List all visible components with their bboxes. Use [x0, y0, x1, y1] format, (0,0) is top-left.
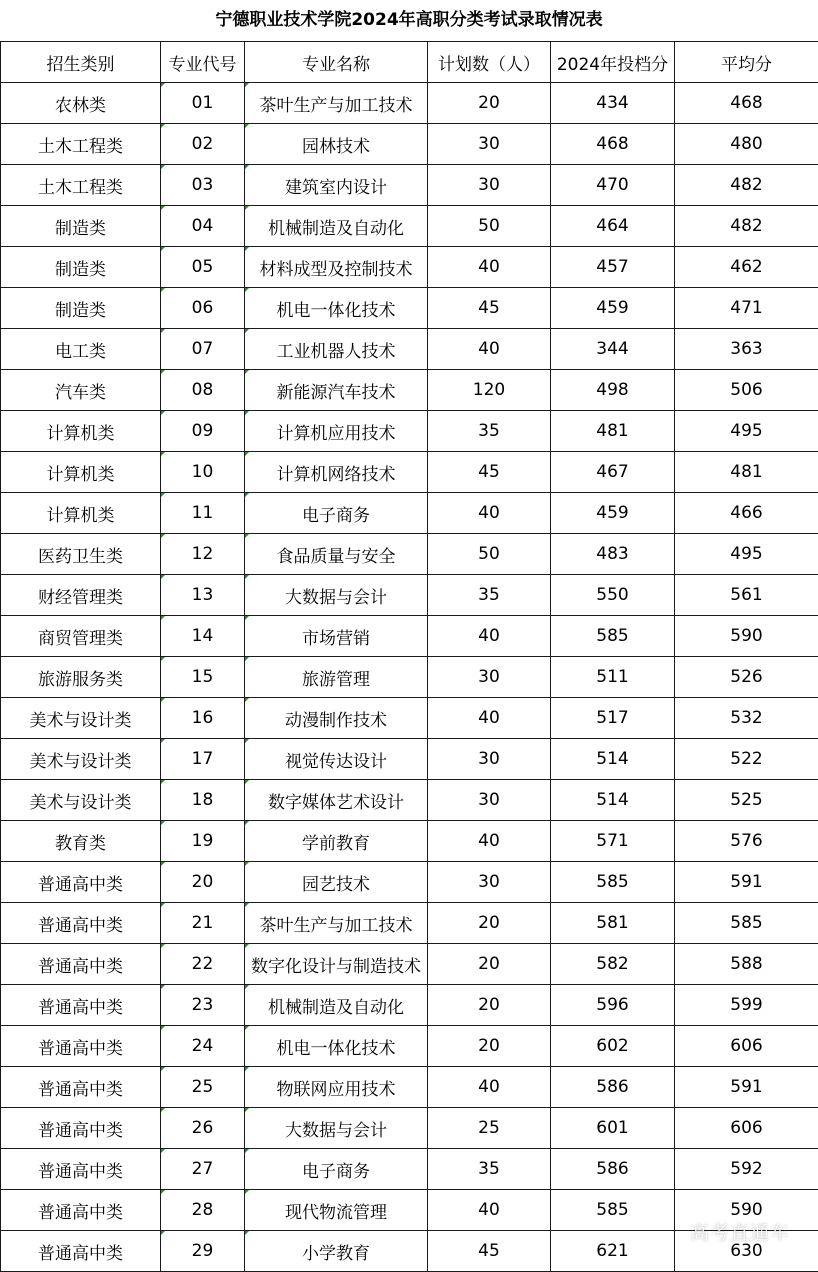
- table-row: [1, 821, 818, 862]
- cell-plan-count: 20: [428, 985, 551, 1026]
- cell-major-code: 14: [161, 616, 245, 657]
- cell-major-code: 08: [161, 370, 245, 411]
- cell-admission-score: 581: [551, 903, 675, 944]
- cell-plan-count: 45: [428, 288, 551, 329]
- cell-major-code: 27: [161, 1149, 245, 1190]
- cell-major-name: 机械制造及自动化: [245, 985, 428, 1026]
- cell-plan-count: 40: [428, 616, 551, 657]
- cell-average-score: 506: [675, 370, 818, 411]
- cell-category: 农林类: [1, 83, 161, 124]
- cell-average-score: 495: [675, 534, 818, 575]
- cell-plan-count: 40: [428, 1067, 551, 1108]
- cell-major-name: 旅游管理: [245, 657, 428, 698]
- cell-average-score: 468: [675, 83, 818, 124]
- table-row: [1, 452, 818, 493]
- cell-category: 教育类: [1, 821, 161, 862]
- table-row: [1, 575, 818, 616]
- cell-major-name: 材料成型及控制技术: [245, 247, 428, 288]
- cell-major-name: 现代物流管理: [245, 1190, 428, 1231]
- cell-admission-score: 470: [551, 165, 675, 206]
- cell-major-name: 建筑室内设计: [245, 165, 428, 206]
- cell-major-name: 茶叶生产与加工技术: [245, 903, 428, 944]
- cell-major-code: 02: [161, 124, 245, 165]
- header-plan-count: 计划数（人）: [428, 42, 551, 83]
- cell-category: 美术与设计类: [1, 780, 161, 821]
- cell-plan-count: 35: [428, 411, 551, 452]
- cell-admission-score: 514: [551, 739, 675, 780]
- cell-major-name: 物联网应用技术: [245, 1067, 428, 1108]
- cell-plan-count: 35: [428, 1149, 551, 1190]
- cell-category: 制造类: [1, 288, 161, 329]
- cell-major-code: 16: [161, 698, 245, 739]
- cell-category: 制造类: [1, 247, 161, 288]
- cell-admission-score: 483: [551, 534, 675, 575]
- page-title: 宁德职业技术学院2024年高职分类考试录取情况表: [215, 10, 603, 30]
- cell-average-score: 630: [675, 1231, 818, 1272]
- cell-category: 普通高中类: [1, 1067, 161, 1108]
- cell-plan-count: 30: [428, 862, 551, 903]
- cell-average-score: 606: [675, 1026, 818, 1067]
- table-row: [1, 739, 818, 780]
- table-row: [1, 165, 818, 206]
- cell-admission-score: 459: [551, 493, 675, 534]
- cell-average-score: 526: [675, 657, 818, 698]
- cell-admission-score: 621: [551, 1231, 675, 1272]
- cell-major-code: 03: [161, 165, 245, 206]
- cell-admission-score: 459: [551, 288, 675, 329]
- cell-category: 汽车类: [1, 370, 161, 411]
- cell-category: 普通高中类: [1, 1108, 161, 1149]
- table-row: [1, 780, 818, 821]
- header-admission-score: 2024年投档分: [551, 42, 675, 83]
- cell-admission-score: 457: [551, 247, 675, 288]
- cell-category: 美术与设计类: [1, 739, 161, 780]
- cell-major-name: 工业机器人技术: [245, 329, 428, 370]
- cell-plan-count: 40: [428, 1190, 551, 1231]
- cell-category: 普通高中类: [1, 1026, 161, 1067]
- cell-category: 土木工程类: [1, 165, 161, 206]
- cell-category: 电工类: [1, 329, 161, 370]
- cell-major-code: 29: [161, 1231, 245, 1272]
- cell-plan-count: 45: [428, 1231, 551, 1272]
- cell-average-score: 606: [675, 1108, 818, 1149]
- table-row: [1, 83, 818, 124]
- cell-major-name: 机电一体化技术: [245, 288, 428, 329]
- cell-average-score: 592: [675, 1149, 818, 1190]
- cell-admission-score: 517: [551, 698, 675, 739]
- cell-admission-score: 571: [551, 821, 675, 862]
- cell-admission-score: 596: [551, 985, 675, 1026]
- cell-average-score: 590: [675, 1190, 818, 1231]
- table-row: [1, 903, 818, 944]
- header-average-score: 平均分: [675, 42, 818, 83]
- table-row: [1, 1108, 818, 1149]
- table-row: [1, 944, 818, 985]
- cell-average-score: 599: [675, 985, 818, 1026]
- cell-plan-count: 35: [428, 575, 551, 616]
- table-row: [1, 985, 818, 1026]
- cell-admission-score: 602: [551, 1026, 675, 1067]
- cell-average-score: 481: [675, 452, 818, 493]
- cell-major-code: 07: [161, 329, 245, 370]
- cell-average-score: 588: [675, 944, 818, 985]
- cell-average-score: 576: [675, 821, 818, 862]
- cell-major-code: 25: [161, 1067, 245, 1108]
- cell-plan-count: 20: [428, 903, 551, 944]
- table-row: [1, 1026, 818, 1067]
- cell-admission-score: 468: [551, 124, 675, 165]
- table-body: [1, 83, 818, 1272]
- cell-major-name: 茶叶生产与加工技术: [245, 83, 428, 124]
- cell-major-code: 12: [161, 534, 245, 575]
- cell-major-code: 09: [161, 411, 245, 452]
- cell-average-score: 471: [675, 288, 818, 329]
- header-major-name: 专业名称: [245, 42, 428, 83]
- cell-admission-score: 586: [551, 1149, 675, 1190]
- cell-major-name: 数字化设计与制造技术: [245, 944, 428, 985]
- cell-major-code: 06: [161, 288, 245, 329]
- cell-plan-count: 40: [428, 493, 551, 534]
- cell-major-code: 18: [161, 780, 245, 821]
- cell-category: 普通高中类: [1, 944, 161, 985]
- admission-table: [0, 41, 818, 1272]
- cell-major-code: 10: [161, 452, 245, 493]
- cell-major-name: 机械制造及自动化: [245, 206, 428, 247]
- cell-plan-count: 30: [428, 165, 551, 206]
- cell-major-name: 园艺技术: [245, 862, 428, 903]
- cell-plan-count: 30: [428, 657, 551, 698]
- cell-major-name: 机电一体化技术: [245, 1026, 428, 1067]
- cell-plan-count: 50: [428, 206, 551, 247]
- cell-plan-count: 20: [428, 944, 551, 985]
- cell-major-code: 01: [161, 83, 245, 124]
- header-category: 招生类别: [1, 42, 161, 83]
- cell-major-name: 电子商务: [245, 1149, 428, 1190]
- cell-major-name: 小学教育: [245, 1231, 428, 1272]
- table-row: [1, 247, 818, 288]
- cell-average-score: 532: [675, 698, 818, 739]
- table-row: [1, 370, 818, 411]
- cell-plan-count: 25: [428, 1108, 551, 1149]
- cell-average-score: 561: [675, 575, 818, 616]
- cell-admission-score: 344: [551, 329, 675, 370]
- cell-average-score: 482: [675, 206, 818, 247]
- watermark: 高考直通车: [689, 1222, 790, 1244]
- cell-plan-count: 30: [428, 124, 551, 165]
- cell-major-code: 13: [161, 575, 245, 616]
- cell-major-name: 动漫制作技术: [245, 698, 428, 739]
- cell-average-score: 522: [675, 739, 818, 780]
- cell-average-score: 363: [675, 329, 818, 370]
- cell-major-name: 食品质量与安全: [245, 534, 428, 575]
- cell-plan-count: 40: [428, 821, 551, 862]
- cell-major-code: 22: [161, 944, 245, 985]
- cell-admission-score: 434: [551, 83, 675, 124]
- cell-category: 普通高中类: [1, 1231, 161, 1272]
- table-row: [1, 411, 818, 452]
- cell-major-code: 28: [161, 1190, 245, 1231]
- cell-major-code: 26: [161, 1108, 245, 1149]
- cell-major-name: 园林技术: [245, 124, 428, 165]
- table-row: [1, 1149, 818, 1190]
- cell-category: 旅游服务类: [1, 657, 161, 698]
- cell-admission-score: 464: [551, 206, 675, 247]
- table-row: [1, 206, 818, 247]
- cell-major-code: 05: [161, 247, 245, 288]
- cell-admission-score: 582: [551, 944, 675, 985]
- cell-plan-count: 40: [428, 329, 551, 370]
- cell-major-code: 15: [161, 657, 245, 698]
- cell-plan-count: 30: [428, 780, 551, 821]
- cell-category: 普通高中类: [1, 1149, 161, 1190]
- table-row: [1, 657, 818, 698]
- cell-category: 普通高中类: [1, 903, 161, 944]
- cell-major-name: 视觉传达设计: [245, 739, 428, 780]
- cell-plan-count: 120: [428, 370, 551, 411]
- table-row: [1, 288, 818, 329]
- table-row: [1, 329, 818, 370]
- cell-plan-count: 50: [428, 534, 551, 575]
- cell-category: 计算机类: [1, 493, 161, 534]
- cell-major-code: 23: [161, 985, 245, 1026]
- cell-admission-score: 585: [551, 616, 675, 657]
- cell-category: 美术与设计类: [1, 698, 161, 739]
- cell-category: 普通高中类: [1, 1190, 161, 1231]
- cell-category: 普通高中类: [1, 862, 161, 903]
- cell-average-score: 591: [675, 862, 818, 903]
- cell-major-code: 11: [161, 493, 245, 534]
- cell-major-name: 学前教育: [245, 821, 428, 862]
- cell-average-score: 480: [675, 124, 818, 165]
- cell-category: 制造类: [1, 206, 161, 247]
- header-major-code: 专业代号: [161, 42, 245, 83]
- cell-major-code: 17: [161, 739, 245, 780]
- cell-major-name: 计算机网络技术: [245, 452, 428, 493]
- cell-admission-score: 514: [551, 780, 675, 821]
- table-row: [1, 1067, 818, 1108]
- cell-average-score: 495: [675, 411, 818, 452]
- table-row: [1, 124, 818, 165]
- cell-plan-count: 30: [428, 739, 551, 780]
- table-row: [1, 534, 818, 575]
- cell-major-name: 新能源汽车技术: [245, 370, 428, 411]
- cell-category: 医药卫生类: [1, 534, 161, 575]
- cell-major-name: 电子商务: [245, 493, 428, 534]
- cell-category: 商贸管理类: [1, 616, 161, 657]
- cell-plan-count: 45: [428, 452, 551, 493]
- cell-average-score: 525: [675, 780, 818, 821]
- cell-category: 计算机类: [1, 452, 161, 493]
- cell-admission-score: 601: [551, 1108, 675, 1149]
- cell-average-score: 591: [675, 1067, 818, 1108]
- cell-major-code: 04: [161, 206, 245, 247]
- table-row: [1, 493, 818, 534]
- cell-average-score: 466: [675, 493, 818, 534]
- cell-major-code: 21: [161, 903, 245, 944]
- cell-admission-score: 585: [551, 862, 675, 903]
- cell-admission-score: 498: [551, 370, 675, 411]
- cell-major-name: 大数据与会计: [245, 575, 428, 616]
- cell-admission-score: 511: [551, 657, 675, 698]
- cell-admission-score: 481: [551, 411, 675, 452]
- cell-major-code: 20: [161, 862, 245, 903]
- cell-admission-score: 550: [551, 575, 675, 616]
- table-row: [1, 616, 818, 657]
- cell-plan-count: 40: [428, 698, 551, 739]
- cell-major-name: 市场营销: [245, 616, 428, 657]
- cell-major-name: 计算机应用技术: [245, 411, 428, 452]
- cell-plan-count: 20: [428, 83, 551, 124]
- cell-category: 计算机类: [1, 411, 161, 452]
- cell-major-name: 大数据与会计: [245, 1108, 428, 1149]
- cell-plan-count: 20: [428, 1026, 551, 1067]
- table-row: [1, 862, 818, 903]
- cell-admission-score: 586: [551, 1067, 675, 1108]
- cell-average-score: 585: [675, 903, 818, 944]
- cell-admission-score: 585: [551, 1190, 675, 1231]
- cell-average-score: 590: [675, 616, 818, 657]
- cell-major-code: 24: [161, 1026, 245, 1067]
- cell-average-score: 482: [675, 165, 818, 206]
- cell-category: 普通高中类: [1, 985, 161, 1026]
- cell-category: 土木工程类: [1, 124, 161, 165]
- cell-major-name: 数字媒体艺术设计: [245, 780, 428, 821]
- table-row: [1, 698, 818, 739]
- header-row: [1, 42, 818, 83]
- cell-average-score: 462: [675, 247, 818, 288]
- cell-category: 财经管理类: [1, 575, 161, 616]
- cell-admission-score: 467: [551, 452, 675, 493]
- cell-plan-count: 40: [428, 247, 551, 288]
- cell-major-code: 19: [161, 821, 245, 862]
